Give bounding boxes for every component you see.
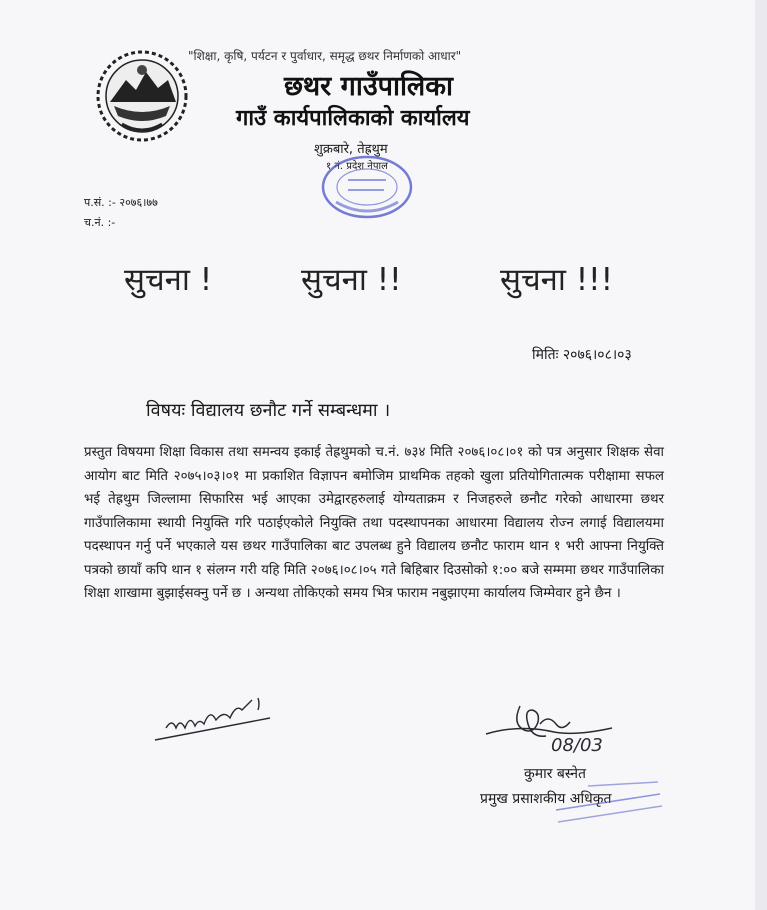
signatory-title: प्रमुख प्रसाशकीय अधिकृत — [480, 791, 612, 807]
notice-heading-1: सुचना ! — [124, 262, 213, 298]
handwritten-date: 08/03 — [551, 735, 603, 756]
motto: "शिक्षा, कृषि, पर्यटन र पुर्वाधार, समृद्ध छथर निर्माणको आधार" — [188, 49, 462, 63]
signatory-name: कुमार बस्नेत — [524, 766, 587, 782]
letter-body: प्रस्तुत विषयमा शिक्षा विकास तथा समन्वय इकाई तेह्रथुमको च.नं. ७३४ मिति २०७६।०८।०१ को पत्र अनुसार शिक्षक सेवा आयोग बाट मिति २०७५।०३।०१ मा प्रकाशित विज्ञापन बमोजिम प्राथमिक तहको खुला प्रतियोगितात्मक परीक्षामा सफल भई तेह्रथुम जिल्लामा सिफारिस भई आएका उमेद्वारहरुलाई योग्यताक्रम र निजहरुले छनौट गरेको आधारमा छथर गाउँपालिकामा स्थायी नियुक्ति गरि पठाईएकोले नियुक्ति तथा पदस्थापनका आधारमा विद्यालय रोज्न लगाई विद्यालयमा पदस्थापन गर्नु पर्ने भएकाले यस छथर गाउँपालिका बाट उपलब्ध हुने विद्यालय छनौट फाराम थान १ भरी आफ्ना नियुक्ति पत्रको छायाँ कपि थान १ संलग्न गरी यहि मिति २०७६।०८।०५ गते बिहिबार दिउसोको १:०० बजे सम्ममा छथर गाउँपालिका शिक्षा शाखामा बुझाईसक्नु पर्ने छ । अन्यथा तोकिएको समय भित्र फाराम नबुझाएमा कार्यालय जिम्मेवार हुने छैन । — [84, 445, 664, 601]
address-line-2: १ नं. प्रदेश नेपाल — [326, 161, 388, 172]
subject-line: विषयः विद्यालय छनौट गर्ने सम्बन्धमा । — [146, 400, 391, 421]
org-name: छथर गाउँपालिका — [284, 71, 453, 102]
dispatch-number: च.नं. :- — [84, 216, 116, 229]
notice-heading-2: सुचना !! — [301, 262, 402, 298]
office-name: गाउँ कार्यपालिकाको कार्यालय — [236, 106, 470, 131]
initial-signature-icon — [150, 690, 280, 750]
letter-date: मितिः २०७६।०८।०३ — [532, 347, 632, 363]
reference-number: प.सं. :- २०७६।७७ — [84, 196, 158, 209]
notice-heading-3: सुचना !!! — [500, 262, 614, 298]
emblem-icon — [96, 50, 188, 142]
office-stamp-icon — [318, 152, 416, 222]
address-line-1: शुक्रबारे, तेह्रथुम — [314, 142, 388, 157]
page-edge — [755, 0, 767, 910]
name-stamp-icon — [548, 780, 668, 828]
